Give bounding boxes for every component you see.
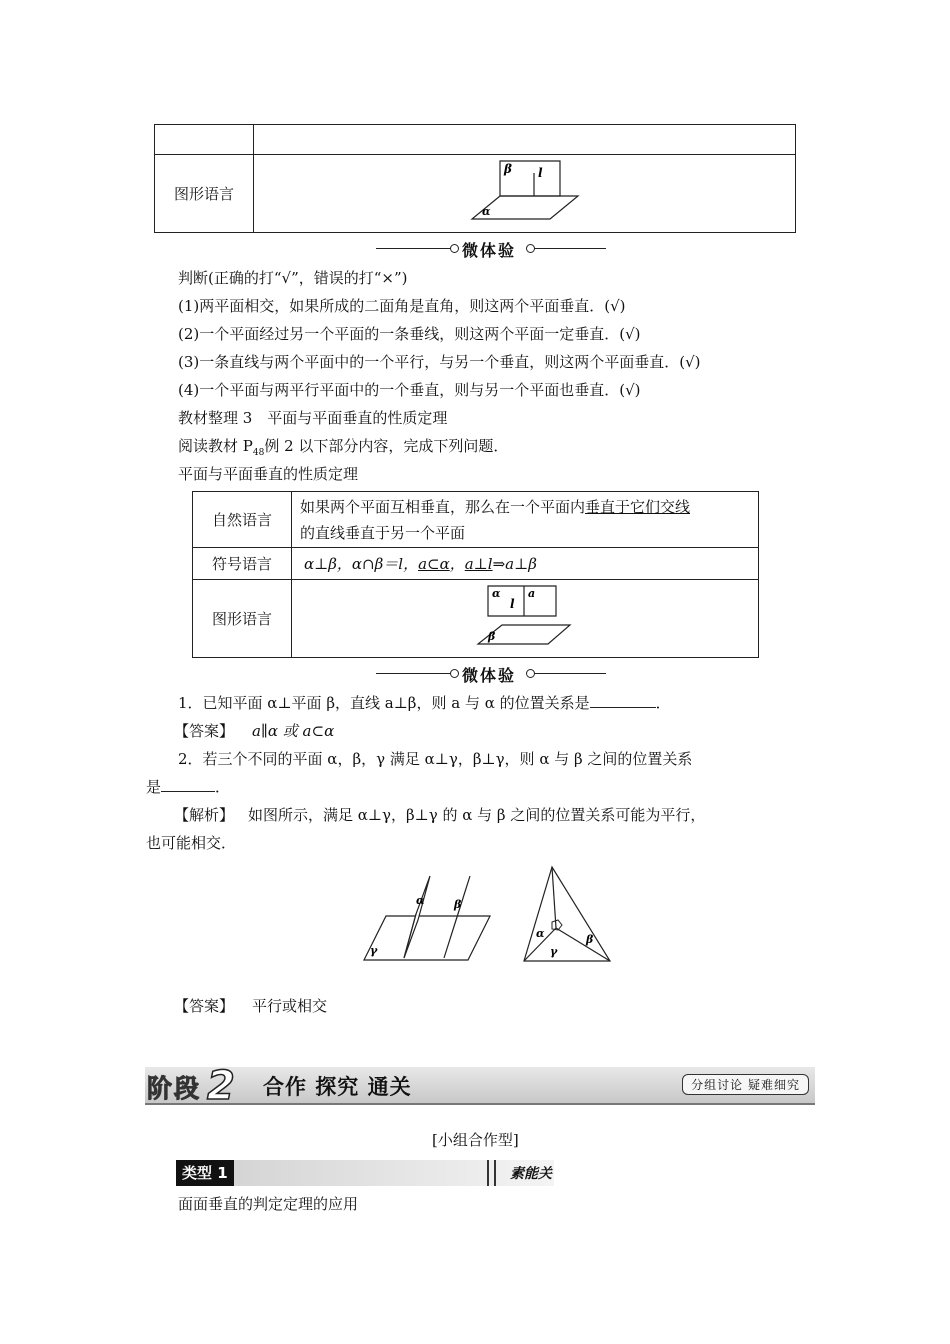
symbol-language-content: α⊥β，α∩β＝l，a⊂α，a⊥l⇒a⊥β (292, 548, 759, 580)
intersecting-planes-figure (522, 865, 614, 965)
judge-item-1: (1)两平面相交，如果所成的二面角是直角，则这两个平面垂直．(√) (178, 297, 626, 315)
beta-label: β (504, 162, 512, 176)
beta-label-4: β (586, 933, 594, 946)
question-1: 1．已知平面 α⊥平面 β，直线 a⊥β，则 a 与 α 的位置关系是 ． (178, 694, 671, 712)
type-tag: 类型 1 (176, 1160, 234, 1186)
read-instruction: 阅读教材 $P_{48}$例 2 以下部分内容，完成下列问题． (178, 437, 509, 458)
property-table (192, 491, 759, 658)
a-label: a (528, 587, 536, 600)
answer-2: 【答案】 平行或相交 (174, 997, 328, 1015)
micro-experience-divider (376, 238, 606, 258)
question-2-line-2: 是 ． (146, 778, 231, 796)
judge-intro: 判断(正确的打“√”，错误的打“×”) (178, 269, 408, 287)
stage-word: 阶段 (147, 1074, 202, 1103)
type-right-label: 素能关 (510, 1166, 552, 1182)
type-divider (487, 1160, 496, 1186)
figure-language-label-2: 图形语言 (193, 580, 292, 658)
parallel-planes-figure (362, 874, 492, 964)
beta-label-2: β (488, 630, 496, 643)
top-table-empty-content (254, 125, 796, 155)
analysis-line-2: 也可能相交． (146, 834, 237, 852)
top-table-empty-label (155, 125, 254, 155)
alpha-label: α (482, 205, 491, 218)
answer-blank-2 (161, 777, 215, 792)
type-banner (176, 1160, 554, 1186)
gamma-label: γ (370, 944, 378, 957)
question-2-line-1: 2．若三个不同的平面 α，β，γ 满足 α⊥γ，β⊥γ，则 α 与 β 之间的位置关系 (178, 750, 693, 768)
symbol-language-label: 符号语言 (193, 548, 292, 580)
stage-title: 合作 探究 通关 (263, 1075, 412, 1099)
stage-banner (145, 1063, 815, 1109)
top-table (154, 124, 796, 233)
figure-cell-2 (292, 580, 759, 658)
figure-cell (254, 155, 796, 233)
natural-language-label: 自然语言 (193, 492, 292, 548)
perpendicular-planes-figure (470, 159, 610, 229)
judge-item-3: (3)一条直线与两个平面中的一个平行，与另一个垂直，则这两个平面垂直．(√) (178, 353, 701, 371)
micro-experience-divider-2 (376, 663, 606, 683)
stage-badge: 分组讨论 疑难细究 (682, 1074, 809, 1095)
analysis-tag: 【解析】 (174, 806, 235, 824)
figure-language-label: 图形语言 (155, 155, 254, 233)
alpha-label-3: α (416, 894, 425, 907)
judge-item-2: (2)一个平面经过另一个平面的一条垂线，则这两个平面一定垂直．(√) (178, 325, 641, 343)
divider-label-2: 微体验 (462, 666, 517, 685)
answer-blank-1 (590, 693, 656, 708)
natural-language-content: 如果两个平面互相垂直，那么在一个平面内垂直于它们交线 的直线垂直于另一个平面 (292, 492, 759, 548)
plane-perpendicular-property-figure (474, 584, 584, 654)
stage-number: 2 (207, 1063, 235, 1109)
answer-tag: 【答案】 (174, 722, 235, 740)
section3-heading: 教材整理 3 平面与平面垂直的性质定理 (178, 409, 448, 427)
alpha-label-2: α (492, 587, 501, 600)
judge-item-4: (4)一个平面与两平行平面中的一个垂直，则与另一个平面也垂直．(√) (178, 381, 641, 399)
l-label-2: l (510, 597, 515, 611)
gamma-label-2: γ (550, 945, 558, 958)
section3-subtitle: 平面与平面垂直的性质定理 (178, 465, 359, 483)
type-topic: 面面垂直的判定定理的应用 (178, 1195, 359, 1213)
answer-tag-2: 【答案】 (174, 997, 235, 1015)
alpha-label-4: α (536, 927, 545, 940)
l-label: l (538, 166, 543, 180)
analysis-line-1: 【解析】 如图所示，满足 α⊥γ，β⊥γ 的 α 与 β 之间的位置关系可能为平行， (174, 806, 706, 824)
answer-1: 【答案】 a∥α 或 a⊂α (174, 722, 335, 740)
group-label: [小组合作型] (432, 1131, 519, 1149)
beta-label-3: β (454, 898, 462, 911)
divider-label: 微体验 (462, 241, 517, 260)
